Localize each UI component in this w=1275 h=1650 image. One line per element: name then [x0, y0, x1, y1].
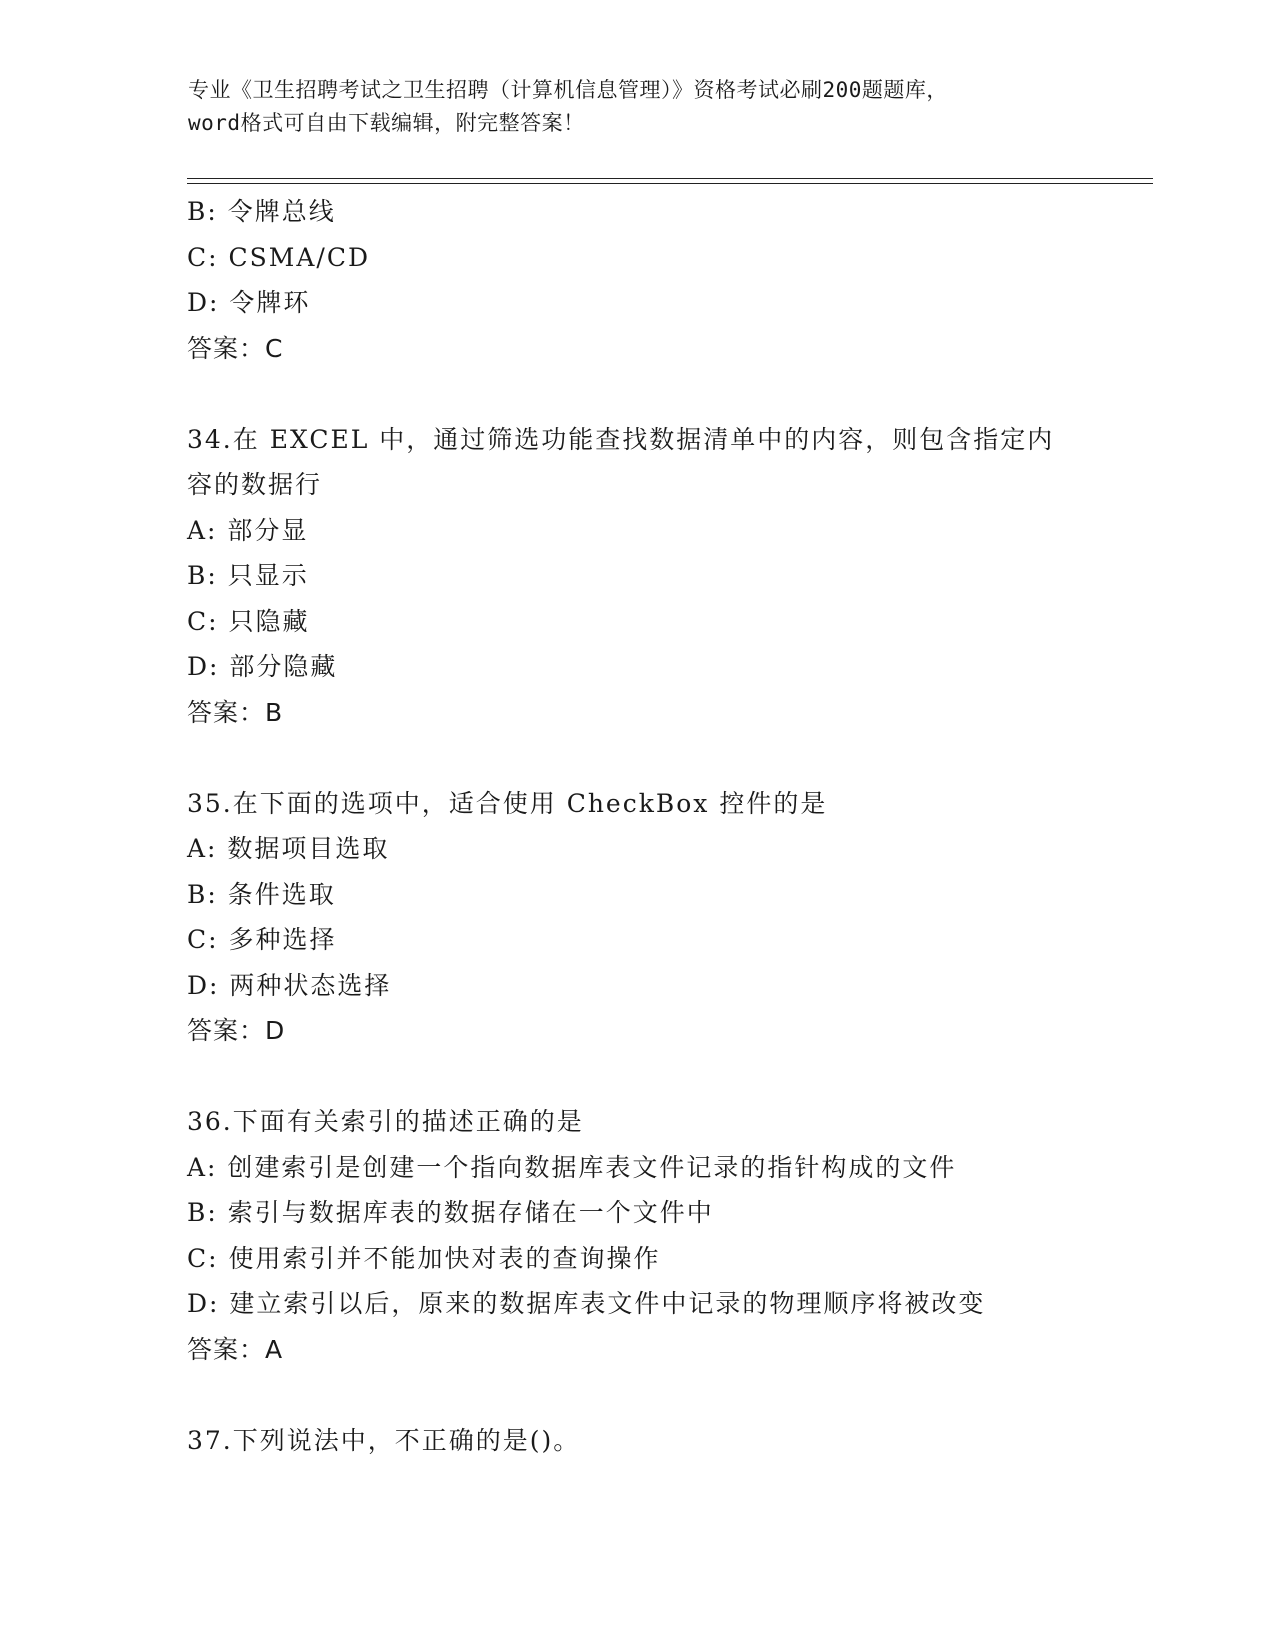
option-d: D: 令牌环 — [187, 288, 311, 317]
prev-question-block — [187, 189, 1117, 371]
question-35 — [187, 781, 1117, 1054]
option-b: B: 令牌总线 — [187, 197, 336, 226]
header-divider-top — [187, 178, 1153, 179]
option-c: C: 只隐藏 — [187, 606, 310, 636]
answer-label: 答案：D — [187, 1016, 286, 1045]
question-34 — [187, 417, 1117, 736]
answer-label: 答案：C — [187, 333, 284, 363]
spacer — [187, 1054, 1117, 1100]
option-a: A: 数据项目选取 — [187, 834, 390, 863]
header-line-1: 专业《卫生招聘考试之卫生招聘（计算机信息管理）》资格考试必刷200题题库， — [188, 78, 948, 102]
question-36 — [187, 1099, 1117, 1372]
option-d: D: 两种状态选择 — [187, 970, 392, 1000]
option-a: A: 部分显 — [187, 515, 309, 545]
option-c: C: CSMA/CD — [187, 242, 371, 272]
answer-label: 答案：A — [187, 1334, 284, 1364]
spacer — [187, 735, 1117, 781]
option-a: A: 创建索引是创建一个指向数据库表文件记录的指针构成的文件 — [187, 1152, 957, 1182]
option-d: D: 部分隐藏 — [187, 652, 338, 681]
question-stem: 36.下面有关索引的描述正确的是 — [187, 1107, 584, 1136]
document-header — [188, 74, 1088, 140]
option-b: B: 条件选取 — [187, 879, 336, 909]
question-stem-continued: 容的数据行 — [187, 470, 323, 499]
spacer — [187, 371, 1117, 417]
header-line-2: word格式可自由下载编辑，附完整答案！ — [188, 111, 585, 135]
spacer — [187, 1372, 1117, 1418]
option-b: B: 只显示 — [187, 561, 309, 590]
option-d: D: 建立索引以后，原来的数据库表文件中记录的物理顺序将被改变 — [187, 1289, 986, 1318]
question-37 — [187, 1418, 1117, 1464]
question-content — [187, 189, 1117, 1463]
question-stem: 34.在 EXCEL 中，通过筛选功能查找数据清单中的内容，则包含指定内 — [187, 424, 1055, 454]
option-b: B: 索引与数据库表的数据存储在一个文件中 — [187, 1198, 714, 1227]
option-c: C: 使用索引并不能加快对表的查询操作 — [187, 1243, 661, 1273]
option-c: C: 多种选择 — [187, 925, 337, 954]
question-stem: 35.在下面的选项中，适合使用 CheckBox 控件的是 — [187, 788, 828, 818]
header-divider-bottom — [187, 183, 1153, 184]
answer-label: 答案：B — [187, 697, 284, 727]
question-stem: 37.下列说法中，不正确的是()。 — [187, 1425, 581, 1455]
